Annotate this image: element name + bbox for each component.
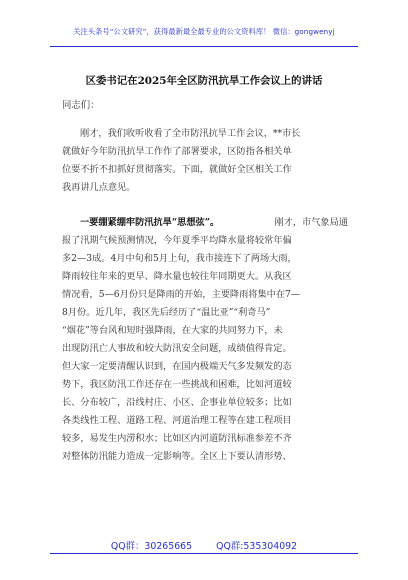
section1-first-line-rest: 刚才，市气象局通 bbox=[274, 217, 348, 228]
section1-line: 多2—3成。4月中旬和5月上旬，我市接连下了两场大雨， bbox=[62, 253, 297, 264]
intro-line: 位要不折不扣抓好贯彻落实。下面，就做好全区相关工作 bbox=[62, 164, 292, 175]
section1-line: 出现防汛亡人事故和较大防汛安全问题，成绩值得肯定。 bbox=[62, 343, 292, 354]
section1-first-line bbox=[62, 214, 348, 232]
salutation: 同志们： bbox=[62, 100, 100, 111]
section1-line: 对整体防汛能力造成一定影响等。全区上下要认清形势、 bbox=[62, 451, 292, 462]
section1-line: 8月份。近几年，我区先后经历了“温比亚”“利奇马” bbox=[62, 307, 271, 318]
section1-line: 情况看，5—6月份只是降雨的开始，主要降雨将集中在7— bbox=[62, 289, 301, 300]
intro-line: 就做好今年防汛抗旱工作作了部署要求，区防指各相关单 bbox=[62, 146, 292, 157]
section1-line: 长、分布较广，沿线村庄、小区、企事业单位较多；比如 bbox=[62, 397, 292, 408]
section1-line: “烟花”等台风和短时强降雨，在大家的共同努力下，未 bbox=[62, 325, 283, 336]
footer-qq-group-1: QQ群：30265665 bbox=[110, 541, 193, 552]
intro-line: 刚才，我们收听收看了全市防汛抗旱工作会议，**市长 bbox=[80, 128, 301, 139]
section1-line: 势下，我区防汛工作还存在一些挑战和困难，比如河道较 bbox=[62, 379, 292, 390]
section1-line: 但大家一定要清醒认识到，在国内极端天气多发频发的态 bbox=[62, 361, 292, 372]
section1-line: 降雨较往年来的更早、降水量也较往年同期更大。从我区 bbox=[62, 271, 292, 282]
section1-line: 较多，易发生内涝积水；比如区内河道防汛标准参差不齐 bbox=[62, 433, 292, 444]
document-title: 区委书记在2025年全区防汛抗旱工作会议上的讲话 bbox=[85, 75, 323, 87]
intro-line: 我再讲几点意见。 bbox=[62, 182, 136, 193]
intro-paragraph bbox=[62, 125, 348, 197]
header-banner: 关注头条号“公文研究”，获得最新最全最专业的公文资料库！ 微信：gongwenyj bbox=[73, 27, 335, 36]
header-divider bbox=[50, 46, 358, 47]
footer-contacts bbox=[0, 538, 408, 552]
footer-qq-group-2: QQ群:535304092 bbox=[216, 541, 298, 552]
footer-divider bbox=[50, 553, 358, 554]
section1-line: 报了汛期气候预测情况，今年夏季平均降水量将较常年偏 bbox=[62, 235, 292, 246]
section1-line: 各类线性工程、道路工程、河道治理工程等在建工程项目 bbox=[62, 415, 292, 426]
section1-heading: 一要绷紧绷牢防汛抗旱“思想弦”。 bbox=[80, 217, 220, 228]
section1-paragraph bbox=[62, 214, 348, 466]
